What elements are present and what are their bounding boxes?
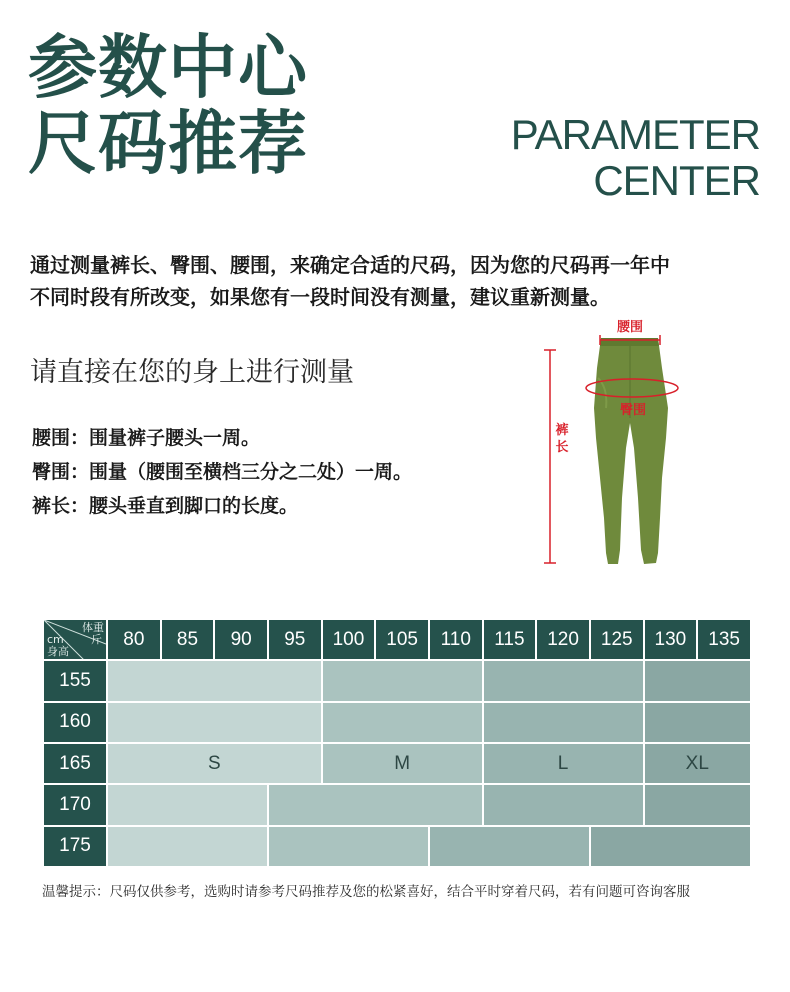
height-header-cell: 160 [44,703,106,742]
weight-header-cell: 115 [484,620,536,659]
size-cell-l [484,661,643,700]
measure-heading: 请直接在您的身上进行测量 [30,357,354,388]
weight-header-cell: 105 [376,620,428,659]
size-cell-s [108,661,321,700]
weight-header-cell: 80 [108,620,160,659]
table-row [44,661,750,700]
corner-height-unit: cm [47,633,64,646]
leggings-shape [594,338,668,564]
measure-item-label: 腰围： [32,427,90,449]
size-cell-l [484,785,643,824]
page-title-cn [28,30,308,182]
table-row [44,744,750,783]
page-title-en-line1: PARAMETER [510,111,760,158]
intro-paragraph [30,249,770,313]
size-table [42,618,752,868]
measure-item-desc: 围量裤子腰头一周。 [89,427,261,449]
page-title-cn-line2: 尺码推荐 [28,104,308,184]
height-header-cell: 175 [44,827,106,866]
weight-header-cell: 135 [698,620,750,659]
length-label-1: 裤 [555,423,569,438]
size-cell-s [108,827,267,866]
footnote: 温馨提示：尺码仅供参考，选购时请参考尺码推荐及您的松紧喜好，结合平时穿着尺码，若有问题可咨询客服 [42,884,690,900]
height-header-cell: 155 [44,661,106,700]
size-cell-s [108,703,321,742]
weight-header-cell: 110 [430,620,482,659]
size-cell-s [108,785,267,824]
height-header-cell: 170 [44,785,106,824]
table-header-row [44,620,750,659]
measure-item-desc: 围量（腰围至横档三分之二处）一周。 [89,461,413,483]
length-label-2: 长 [555,440,569,455]
size-cell-m [323,703,482,742]
intro-line-2: 不同时段有所改变，如果您有一段时间没有测量，建议重新测量。 [30,285,610,309]
size-cell-xl [645,785,750,824]
measure-item-label: 裤长： [32,495,90,517]
weight-header-cell: 130 [645,620,697,659]
corner-weight-unit: 斤 [91,633,102,646]
size-cell-l [484,703,643,742]
table-row [44,703,750,742]
weight-header-cell: 90 [215,620,267,659]
waistband-shape [600,338,659,346]
measure-item-hip [32,455,412,489]
measure-item-waist [32,421,412,455]
size-cell-xl [645,661,750,700]
weight-header-cell: 120 [537,620,589,659]
measure-item-label: 臀围： [32,461,90,483]
waist-label: 腰围 [616,320,644,335]
measure-definitions [32,421,412,523]
corner-weight-label: 体重 [82,621,104,634]
size-cell-xl: XL [645,744,750,783]
page-title-cn-line1: 参数中心 [28,28,308,108]
size-cell-s: S [108,744,321,783]
size-cell-m [269,827,428,866]
weight-header-cell: 95 [269,620,321,659]
hip-label: 臀围 [619,403,647,418]
size-cell-l [430,827,589,866]
table-corner-cell [44,620,106,659]
leggings-illustration [538,318,698,580]
measure-item-length [32,489,412,523]
intro-line-1: 通过测量裤长、臀围、腰围，来确定合适的尺码，因为您的尺码再一年中 [30,253,670,277]
size-cell-m: M [323,744,482,783]
page-title-en-line2: CENTER [593,157,760,204]
corner-height-label: 身高 [47,645,69,658]
weight-header-cell: 125 [591,620,643,659]
size-cell-l: L [484,744,643,783]
size-cell-xl [591,827,750,866]
height-header-cell: 165 [44,744,106,783]
leggings-measurement-figure [538,318,698,580]
size-cell-m [269,785,482,824]
table-row [44,785,750,824]
size-cell-m [323,661,482,700]
weight-header-cell: 85 [162,620,214,659]
size-cell-xl [645,703,750,742]
measure-item-desc: 腰头垂直到脚口的长度。 [89,495,299,517]
weight-header-cell: 100 [323,620,375,659]
page-title-en [511,112,760,204]
table-row [44,827,750,866]
